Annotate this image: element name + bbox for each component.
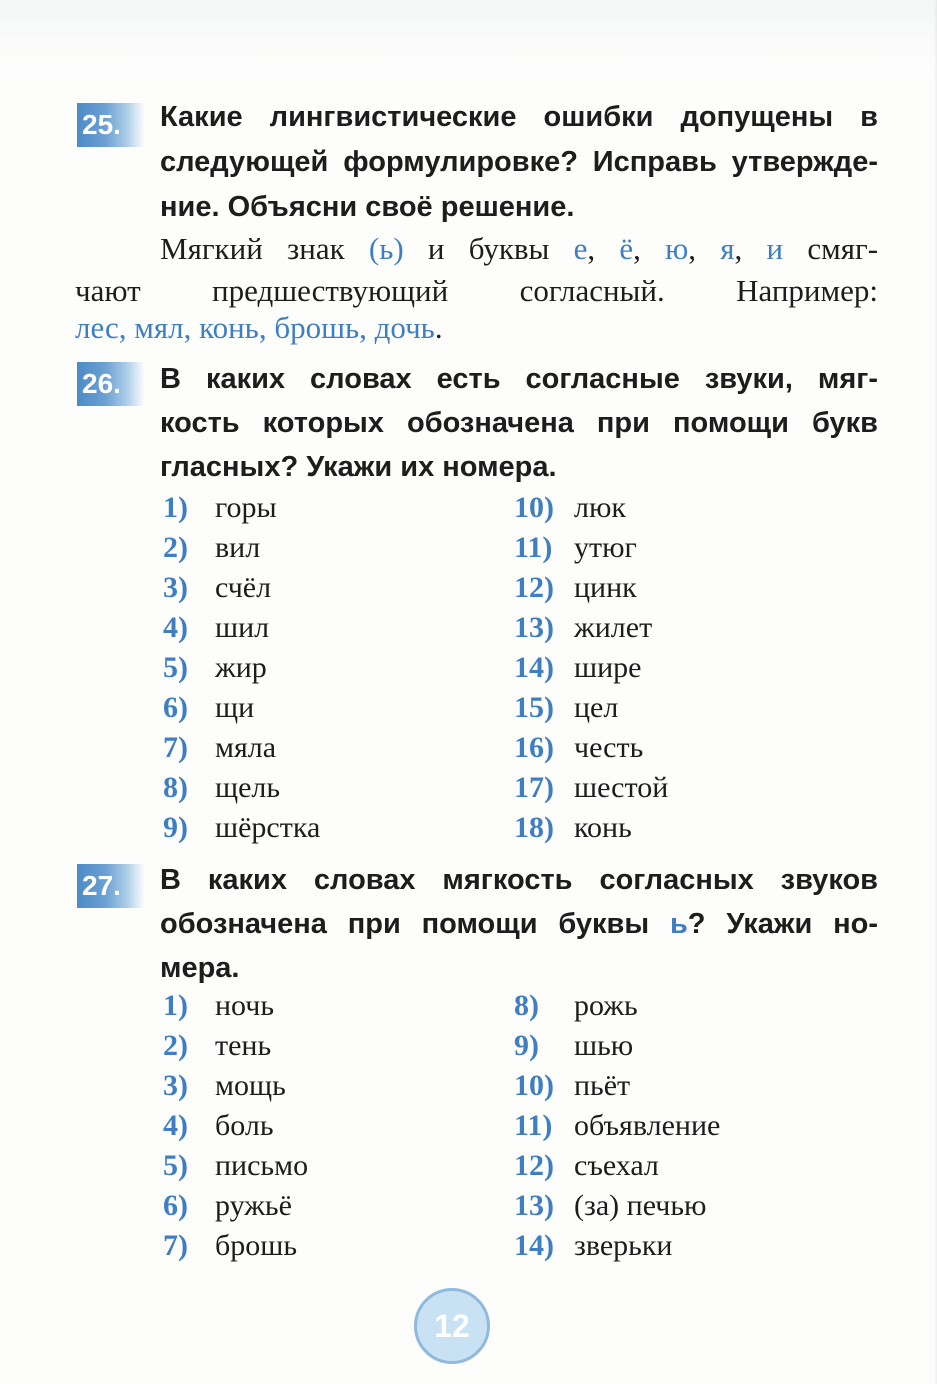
item-number: 17) [514, 771, 554, 804]
item-number: 13) [514, 611, 554, 644]
item-number: 12) [514, 1149, 554, 1182]
item-word: зверьки [574, 1229, 673, 1262]
item-word: тень [215, 1029, 272, 1062]
item-number: 6) [163, 691, 188, 724]
rule-text-line-1 [160, 227, 878, 270]
item-word: счёл [215, 571, 272, 604]
list-item [163, 768, 320, 808]
item-number: 9) [514, 1029, 539, 1062]
vowel-letter-highlight: ю [665, 231, 689, 266]
instruction-line: В каких словах мягкость согласных звуков [160, 864, 878, 896]
item-number: 16) [514, 731, 554, 764]
list-item [163, 608, 320, 648]
item-word: горы [215, 491, 277, 524]
list-item [163, 808, 320, 848]
list-item [163, 1226, 308, 1266]
list-item [514, 1106, 720, 1146]
item-word: жир [215, 651, 267, 684]
list-item [514, 488, 668, 528]
item-word: (за) печью [574, 1189, 707, 1222]
instruction-text: обозначена при помощи буквы [160, 908, 670, 940]
soft-sign-highlight: (ь) [368, 231, 404, 266]
item-word: мощь [215, 1069, 286, 1102]
list-item [163, 528, 320, 568]
rule-example-words-line [75, 306, 878, 349]
exercise-27-word-list-column-1 [163, 986, 308, 1266]
item-number: 2) [163, 531, 188, 564]
exercise-26-number-badge: 26. [77, 362, 147, 406]
item-word: цел [574, 691, 619, 724]
item-number: 2) [163, 1029, 188, 1062]
item-number: 12) [514, 571, 554, 604]
rule-text: , [587, 231, 620, 266]
exercise-26-instruction [160, 357, 878, 489]
item-word: боль [215, 1109, 274, 1142]
vowel-letter-highlight: и [766, 231, 784, 266]
item-word: щель [215, 771, 281, 804]
list-item [163, 648, 320, 688]
item-number: 5) [163, 1149, 188, 1182]
scan-artifact-top-band [0, 0, 937, 80]
item-number: 11) [514, 1109, 553, 1142]
instruction-text: ? Укажи но- [687, 908, 878, 940]
page-number-badge: 12 [414, 1288, 490, 1364]
item-number: 14) [514, 1229, 554, 1262]
list-item [163, 1066, 308, 1106]
rule-text: смяг- [783, 231, 879, 266]
item-word: объявление [574, 1109, 721, 1142]
rule-text: и буквы [403, 231, 574, 266]
rule-text: , [633, 231, 666, 266]
list-item [163, 1106, 308, 1146]
item-number: 18) [514, 811, 554, 844]
exercise-27-instruction [160, 858, 878, 990]
list-item [163, 728, 320, 768]
item-number: 7) [163, 731, 188, 764]
exercise-25-number-badge: 25. [77, 103, 147, 147]
item-word: вил [215, 531, 261, 564]
item-word: пьёт [574, 1069, 631, 1102]
list-item [514, 688, 668, 728]
list-item [163, 1026, 308, 1066]
item-word: брошь [215, 1229, 298, 1262]
item-number: 13) [514, 1189, 554, 1222]
rule-text: , [734, 231, 767, 266]
item-number: 7) [163, 1229, 188, 1262]
rule-text: , [688, 231, 721, 266]
list-item [163, 688, 320, 728]
item-number: 8) [514, 989, 539, 1022]
item-word: честь [574, 731, 644, 764]
item-word: мяла [215, 731, 277, 764]
item-number: 14) [514, 651, 554, 684]
item-word: люк [574, 491, 626, 524]
rule-text: Мягкий знак [160, 231, 369, 266]
item-number: 3) [163, 571, 188, 604]
item-word: щи [215, 691, 255, 724]
item-number: 9) [163, 811, 188, 844]
item-number: 6) [163, 1189, 188, 1222]
list-item [163, 488, 320, 528]
item-word: письмо [215, 1149, 309, 1182]
item-number: 8) [163, 771, 188, 804]
list-item [514, 1146, 720, 1186]
item-number: 11) [514, 531, 553, 564]
list-item [514, 568, 668, 608]
list-item [514, 728, 668, 768]
item-number: 10) [514, 1069, 554, 1102]
exercise-27-number-badge: 27. [77, 864, 147, 908]
item-word: шёрстка [215, 811, 321, 844]
list-item [514, 1186, 720, 1226]
rule-text-line-2: чают предшествующий согласный. Например: [75, 273, 878, 308]
item-word: утюг [574, 531, 637, 564]
list-item [514, 1066, 720, 1106]
soft-sign-highlight: ь [669, 908, 688, 940]
instruction-line [160, 902, 878, 946]
item-number: 15) [514, 691, 554, 724]
instruction-line: ние. Объясни своё решение. [160, 191, 575, 223]
rule-text: . [434, 310, 443, 345]
item-word: жилет [574, 611, 653, 644]
item-number: 3) [163, 1069, 188, 1102]
item-word: рожь [574, 989, 638, 1022]
list-item [163, 568, 320, 608]
exercise-26-word-list-column-1 [163, 488, 320, 848]
item-number: 10) [514, 491, 554, 524]
item-number: 5) [163, 651, 188, 684]
list-item [514, 608, 668, 648]
exercise-27-word-list-column-2 [514, 986, 720, 1266]
instruction-line: кость которых обозначена при помощи букв [160, 407, 878, 439]
item-word: шестой [574, 771, 669, 804]
instruction-line: мера. [160, 952, 240, 984]
item-word: съехал [574, 1149, 659, 1182]
item-word: цинк [574, 571, 637, 604]
list-item [163, 1186, 308, 1226]
instruction-line: гласных? Укажи их номера. [160, 451, 557, 483]
vowel-letter-highlight: е [573, 231, 588, 266]
list-item [514, 528, 668, 568]
exercise-26-word-list-column-2 [514, 488, 668, 848]
item-number: 1) [163, 491, 188, 524]
list-item [514, 648, 668, 688]
item-word: ружьё [215, 1189, 292, 1222]
item-number: 1) [163, 989, 188, 1022]
item-word: шил [215, 611, 270, 644]
instruction-line: Какие лингвистические ошибки допущены в [160, 101, 878, 133]
instruction-line: В каких словах есть согласные звуки, мяг- [160, 363, 878, 395]
item-word: шью [574, 1029, 634, 1062]
list-item [163, 1146, 308, 1186]
item-number: 4) [163, 611, 188, 644]
vowel-letter-highlight: ё [619, 231, 634, 266]
example-words-highlight: лес, мял, конь, брошь, дочь [75, 310, 435, 345]
list-item [514, 986, 720, 1026]
item-word: шире [574, 651, 642, 684]
instruction-line: следующей формулировке? Исправь утвержде- [160, 146, 878, 178]
list-item [514, 768, 668, 808]
vowel-letter-highlight: я [720, 231, 735, 266]
list-item [514, 1226, 720, 1266]
list-item [514, 1026, 720, 1066]
list-item [163, 986, 308, 1026]
list-item [514, 808, 668, 848]
item-number: 4) [163, 1109, 188, 1142]
exercise-25-instruction [160, 95, 878, 230]
item-word: конь [574, 811, 632, 844]
item-word: ночь [215, 989, 275, 1022]
